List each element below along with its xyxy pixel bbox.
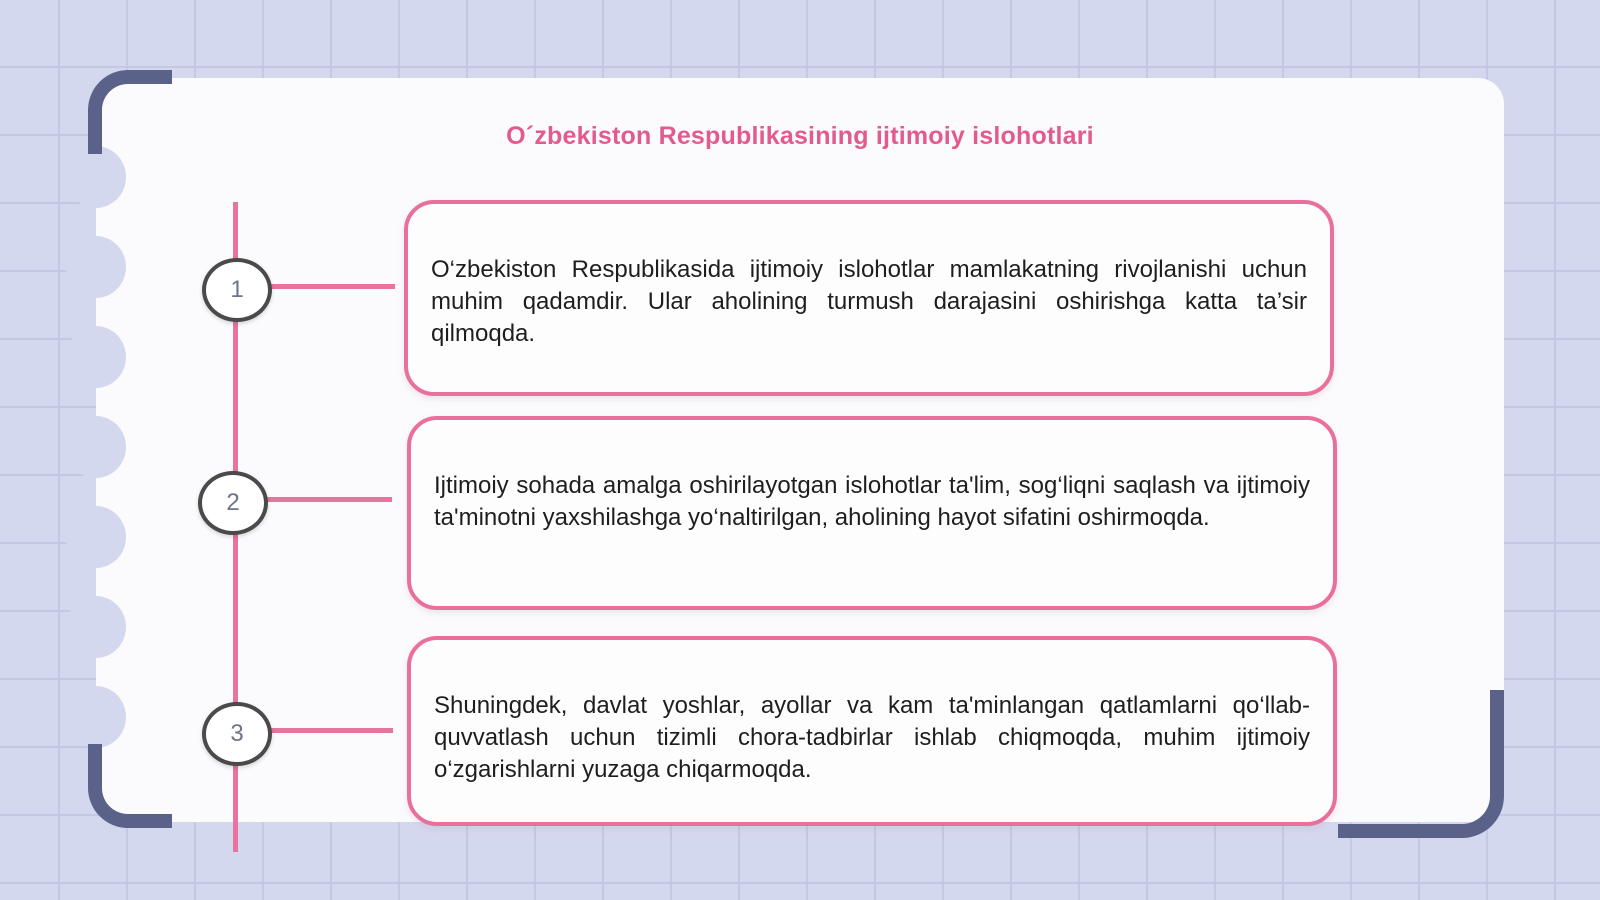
slide-title: O´zbekiston Respublikasining ijtimoiy islohotlari (506, 122, 1094, 150)
timeline-number-3: 3 (202, 702, 272, 766)
card-scallop (66, 596, 126, 658)
timeline-text-1: O‘zbekiston Respublikasida ijtimoiy islohotlar mamlakatning rivojlanishi uchun muhim qadamdir. Ular aholining turmush darajasini oshirishga katta ta’sir qilmoqda. (431, 256, 1307, 347)
timeline-text-2: Ijtimoiy sohada amalga oshirilayotgan islohotlar ta'lim, sog‘liqni saqlash va ijtimoiy ta'minotni yaxshilashga yo‘naltirilgan, aholining hayot sifatini oshirmoqda. (434, 472, 1310, 531)
timeline-box-2 (407, 416, 1337, 610)
card-scallop (66, 236, 126, 298)
timeline-number-1: 1 (202, 258, 272, 322)
frame-corner-bottom-left (88, 744, 172, 828)
timeline-connector (262, 497, 392, 502)
frame-corner-bottom-right (1338, 690, 1504, 838)
timeline-connector (265, 728, 393, 733)
card-scallop (66, 146, 126, 208)
timeline-number-2: 2 (198, 471, 268, 535)
card-scallop (66, 416, 126, 478)
card-scallop (66, 686, 126, 748)
timeline-box-3 (407, 636, 1337, 826)
timeline-text-3: Shuningdek, davlat yoshlar, ayollar va kam ta'minlangan qatlamlarni qo‘llab-quvvatlash uchun tizimli chora-tadbirlar ishlab chiqmoqda, muhim ijtimoiy o‘zgarishlarni yuzaga chiqarmoqda. (434, 692, 1310, 783)
frame-corner-top-left (88, 70, 172, 154)
card-scallop (66, 326, 126, 388)
card-scallop (66, 506, 126, 568)
timeline-box-1 (404, 200, 1334, 396)
timeline-connector (265, 284, 395, 289)
